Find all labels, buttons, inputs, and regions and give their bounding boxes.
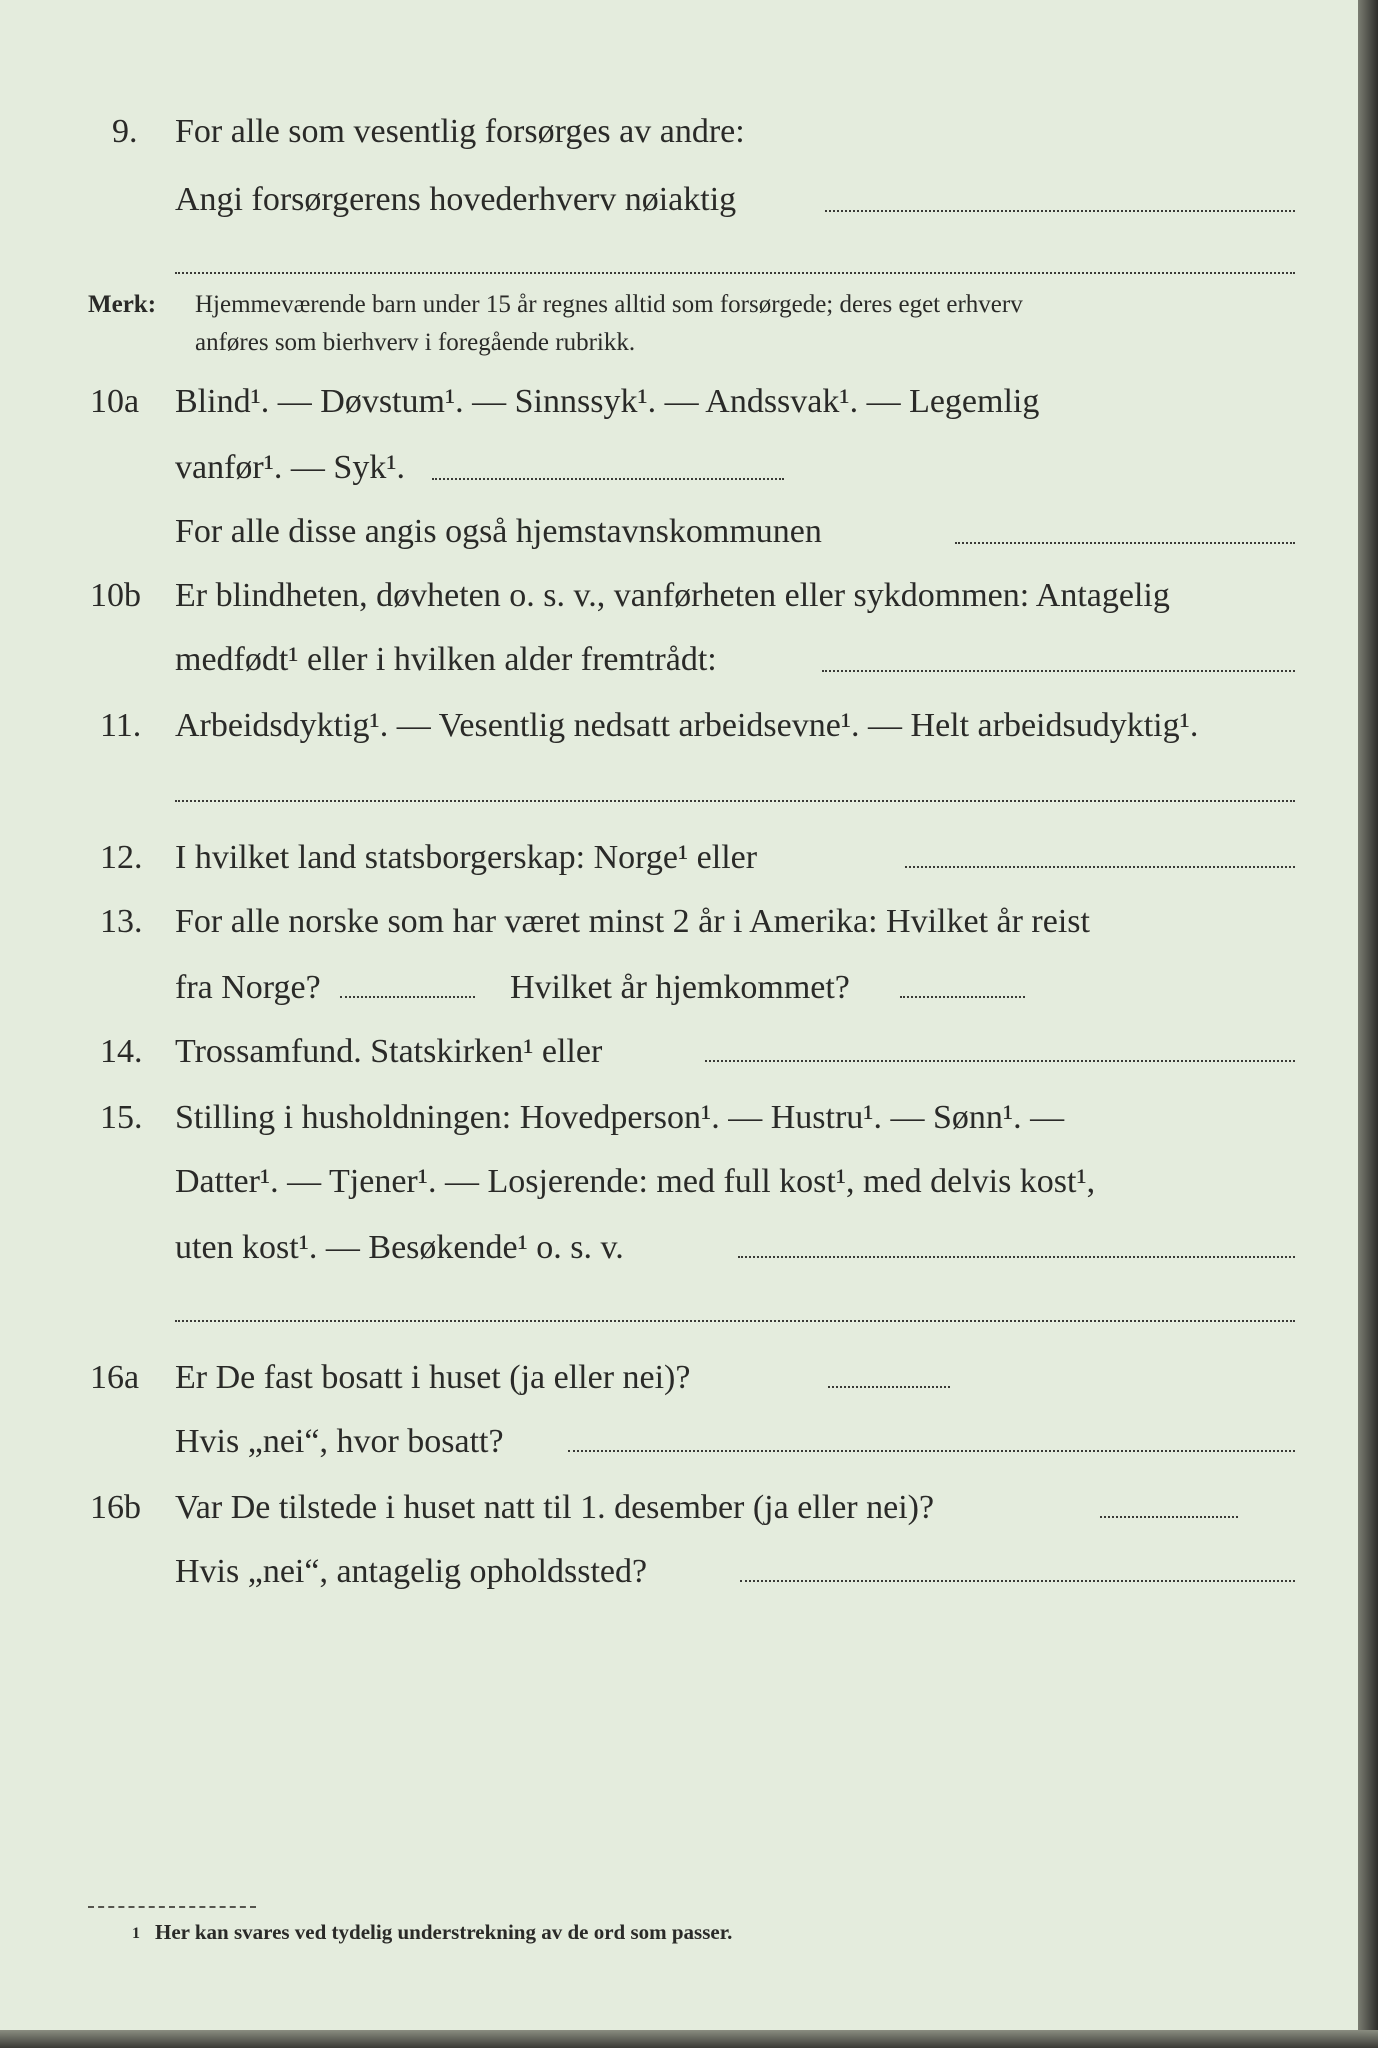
q10b-number: 10b bbox=[90, 577, 141, 614]
q10a-options-1: Blind¹. — Døvstum¹. — Sinnssyk¹. — Andssvak¹. — Legemlig bbox=[175, 383, 1040, 420]
q16a-number: 16a bbox=[90, 1359, 140, 1396]
q13-departed-line[interactable] bbox=[340, 996, 475, 998]
q15-answer-line-2[interactable] bbox=[175, 1320, 1295, 1322]
q15-number: 15. bbox=[100, 1099, 143, 1136]
q10a-municipality-line[interactable] bbox=[955, 542, 1295, 544]
footnote-rule bbox=[88, 1906, 256, 1908]
q9-answer-line[interactable] bbox=[825, 210, 1295, 212]
q15-answer-line[interactable] bbox=[738, 1256, 1295, 1258]
q14-number: 14. bbox=[100, 1033, 143, 1070]
scan-edge-bottom bbox=[0, 2030, 1378, 2048]
merk-label: Merk: bbox=[88, 291, 157, 318]
q11-number: 11. bbox=[100, 707, 142, 744]
merk-text-1: Hjemmeværende barn under 15 år regnes alltid som forsørgede; deres eget erhverv bbox=[195, 291, 1023, 318]
q9-instruction: Angi forsørgerens hovederhverv nøiaktig bbox=[175, 181, 737, 218]
q14-answer-line[interactable] bbox=[705, 1060, 1295, 1062]
q16b-followup: Hvis „nei“, antagelig opholdssted? bbox=[175, 1553, 648, 1590]
q10b-question-2: medfødt¹ eller i hvilken alder fremtrådt: bbox=[175, 641, 717, 678]
footnote-marker: 1 bbox=[132, 1925, 140, 1942]
q16b-number: 16b bbox=[90, 1489, 141, 1526]
q16a-followup-line[interactable] bbox=[568, 1450, 1295, 1452]
q14-question: Trossamfund. Statskirken¹ eller bbox=[175, 1033, 603, 1070]
q16a-question: Er De fast bosatt i huset (ja eller nei)? bbox=[175, 1359, 691, 1396]
q15-options-1: Stilling i husholdningen: Hovedperson¹. — Hustru¹. — Sønn¹. — bbox=[175, 1099, 1065, 1136]
q12-question: I hvilket land statsborgerskap: Norge¹ eller bbox=[175, 839, 758, 876]
q11-options: Arbeidsdyktig¹. — Vesentlig nedsatt arbeidsevne¹. — Helt arbeidsudyktig¹. bbox=[175, 707, 1199, 744]
q10b-question-1: Er blindheten, døvheten o. s. v., vanførheten eller sykdommen: Antagelig bbox=[175, 577, 1170, 614]
q16b-question: Var De tilstede i huset natt til 1. desember (ja eller nei)? bbox=[175, 1489, 935, 1526]
q13-question: For alle norske som har været minst 2 år i Amerika: Hvilket år reist bbox=[175, 903, 1090, 940]
q11-answer-line[interactable] bbox=[175, 800, 1295, 802]
footnote-text: Her kan svares ved tydelig understrekning av de ord som passer. bbox=[155, 1920, 733, 1944]
q13-returned-line[interactable] bbox=[900, 996, 1025, 998]
q15-options-2: Datter¹. — Tjener¹. — Losjerende: med full kost¹, med delvis kost¹, bbox=[175, 1163, 1096, 1200]
q12-answer-line[interactable] bbox=[905, 866, 1295, 868]
q13-departed-label: fra Norge? bbox=[175, 969, 321, 1006]
q10a-number: 10a bbox=[90, 383, 140, 420]
q16b-answer-line[interactable] bbox=[1100, 1516, 1238, 1518]
q10a-instruction: For alle disse angis også hjemstavnskommunen bbox=[175, 513, 822, 550]
q9-answer-line-2[interactable] bbox=[175, 272, 1295, 274]
q10b-answer-line[interactable] bbox=[822, 670, 1295, 672]
q12-number: 12. bbox=[100, 839, 143, 876]
scan-edge-right bbox=[1358, 0, 1378, 2048]
q16b-followup-line[interactable] bbox=[740, 1580, 1295, 1582]
merk-text-2: anføres som bierhverv i foregående rubrikk. bbox=[195, 329, 636, 356]
q15-options-3: uten kost¹. — Besøkende¹ o. s. v. bbox=[175, 1229, 624, 1266]
q9-number: 9. bbox=[112, 113, 138, 150]
q16a-followup: Hvis „nei“, hvor bosatt? bbox=[175, 1423, 504, 1460]
q13-returned-label: Hvilket år hjemkommet? bbox=[510, 969, 850, 1006]
q10a-options-2: vanfør¹. — Syk¹. bbox=[175, 449, 406, 486]
q16a-answer-line[interactable] bbox=[828, 1386, 950, 1388]
q10a-answer-line[interactable] bbox=[432, 478, 784, 480]
q13-number: 13. bbox=[100, 903, 143, 940]
q9-question: For alle som vesentlig forsørges av andre: bbox=[175, 113, 745, 150]
